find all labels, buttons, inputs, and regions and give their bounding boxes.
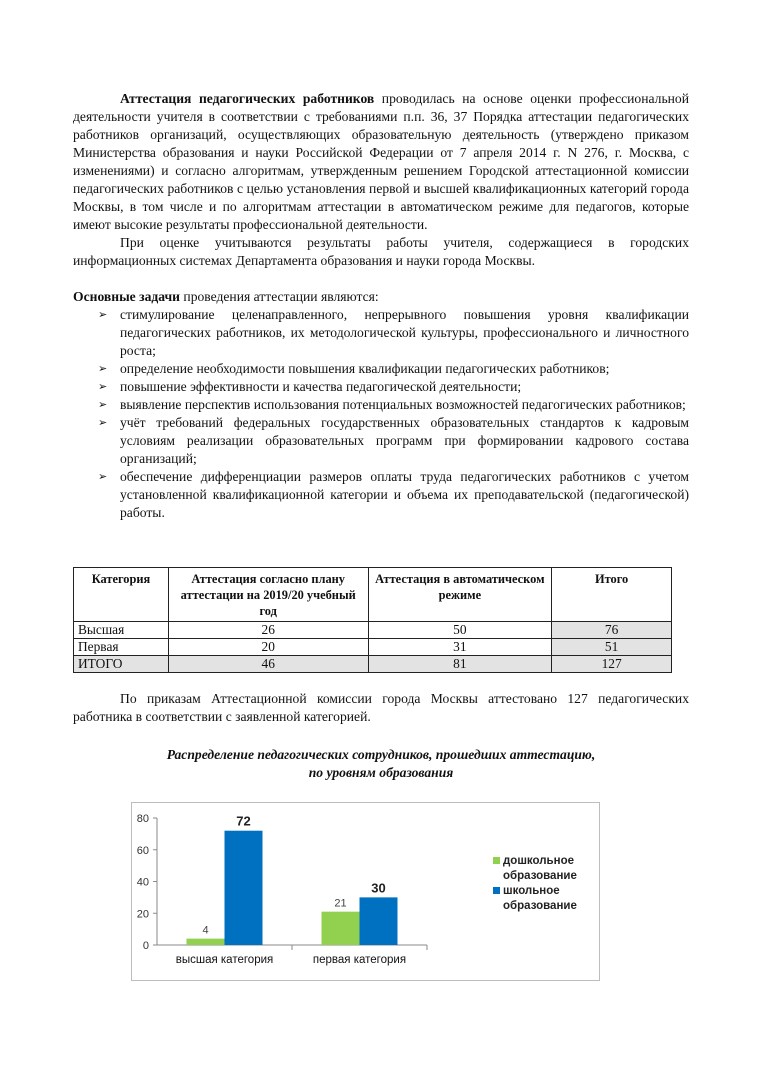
table-header-row xyxy=(74,568,672,622)
table-cell: 46 xyxy=(168,656,368,673)
tasks-heading-bold: Основные задачи xyxy=(73,289,181,304)
table-header-cell: Категория xyxy=(74,568,169,622)
intro-paragraph xyxy=(73,90,689,234)
table-cell: 31 xyxy=(368,639,552,656)
table-cell: 51 xyxy=(552,639,672,656)
legend-label: образование xyxy=(503,870,577,882)
table-row xyxy=(74,656,672,673)
chart-title: Распределение педагогических сотрудников, прошедших аттестацию, по уровням образования xyxy=(166,747,596,780)
evaluation-paragraph: При оценке учитываются результаты работы учителя, содержащиеся в городских информационных системах Департамента образования и науки города Москвы. xyxy=(73,235,689,268)
tasks-heading xyxy=(73,288,689,306)
table-cell: 26 xyxy=(168,622,368,639)
arrow-bullet-icon: ➢ xyxy=(98,398,108,411)
arrow-bullet-icon: ➢ xyxy=(98,416,108,429)
y-tick-label: 60 xyxy=(136,844,149,857)
table-cell: ИТОГО xyxy=(74,656,169,673)
legend-label: дошкольное xyxy=(503,855,574,867)
table-cell: Высшая xyxy=(74,622,169,639)
bar xyxy=(225,831,263,945)
legend-label: школьное xyxy=(503,885,560,897)
table-header-cell: Аттестация в автоматическом режиме xyxy=(368,568,552,622)
data-label: 21 xyxy=(334,897,347,910)
bar xyxy=(187,939,225,945)
list-item: ➢ учёт требований федеральных государственных образовательных стандартов к кадровым условиям реализации образовательных программ при формировании кадрового состава организаций; xyxy=(98,415,689,466)
y-tick-label: 0 xyxy=(142,940,149,952)
document-body xyxy=(73,90,689,522)
y-tick-label: 40 xyxy=(136,876,149,889)
table-cell: 76 xyxy=(552,622,672,639)
x-tick-label: высшая категория xyxy=(175,954,274,966)
intro-lead-text: проводилась на основе оценки профессиональной деятельности учителя в соответствии с требованиями п.п. 36, 37 Порядка аттестации педагогических работников организаций, осуществляющих образовательную деятельность (утверждено приказом Министерства образования и науки Российской Федерации от 7 апреля 2014 г. N 276, г. Москва, с изменениями) и согласно алгоритмам, утвержденным решением Городской аттестационной комиссии педагогических работников с целью установления первой и высшей квалификационных категорий города Москвы, в том числе и по алгоритмам аттестации в автоматическом режиме для педагогов, которые имеют высокие результаты профессиональной деятельности. xyxy=(73,91,689,232)
tasks-list xyxy=(73,306,689,522)
table-cell: 20 xyxy=(168,639,368,656)
bar xyxy=(360,897,398,945)
table-cell: 81 xyxy=(368,656,552,673)
data-label: 4 xyxy=(202,924,209,937)
data-label: 72 xyxy=(236,813,251,829)
data-label: 30 xyxy=(371,880,386,896)
legend-swatch xyxy=(493,887,500,894)
arrow-bullet-icon: ➢ xyxy=(98,380,108,393)
list-item: ➢ повышение эффективности и качества педагогической деятельности; xyxy=(98,379,522,394)
list-item: ➢ выявление перспектив использования потенциальных возможностей педагогических работников; xyxy=(98,397,686,412)
arrow-bullet-icon: ➢ xyxy=(98,308,108,321)
bar-chart xyxy=(131,802,601,982)
list-item: ➢ обеспечение дифференциации размеров оплаты труда педагогических работников с учетом установленной квалификационной категории и объема их преподавательской (педагогической) работы. xyxy=(98,469,689,520)
y-tick-label: 20 xyxy=(136,908,149,921)
table-cell: 50 xyxy=(368,622,552,639)
bar xyxy=(322,912,360,945)
table-header-cell: Итого xyxy=(552,568,672,622)
table-row xyxy=(74,622,672,639)
table-cell: Первая xyxy=(74,639,169,656)
arrow-bullet-icon: ➢ xyxy=(98,362,108,375)
arrow-bullet-icon: ➢ xyxy=(98,470,108,483)
legend-swatch xyxy=(493,857,500,864)
list-item: ➢ определение необходимости повышения квалификации педагогических работников; xyxy=(98,361,610,376)
legend-label: образование xyxy=(503,900,577,912)
intro-lead-bold: Аттестация педагогических работников xyxy=(120,91,375,106)
table-cell: 127 xyxy=(552,656,672,673)
list-item: ➢ стимулирование целенаправленного, непрерывного повышения уровня квалификации педагогических работников, их методологической культуры, профессионального и личностного роста; xyxy=(98,307,689,358)
x-tick-label: первая категория xyxy=(312,954,407,966)
y-tick-label: 80 xyxy=(136,813,149,825)
tasks-heading-text: проведения аттестации являются: xyxy=(180,289,379,304)
summary-paragraph: По приказам Аттестационной комиссии города Москвы аттестовано 127 педагогических работника в соответствии с заявленной категорией. xyxy=(73,691,689,724)
table-row xyxy=(74,639,672,656)
table-header-cell: Аттестация согласно плану аттестации на 2019/20 учебный год xyxy=(168,568,368,622)
attestation-table xyxy=(73,567,672,673)
